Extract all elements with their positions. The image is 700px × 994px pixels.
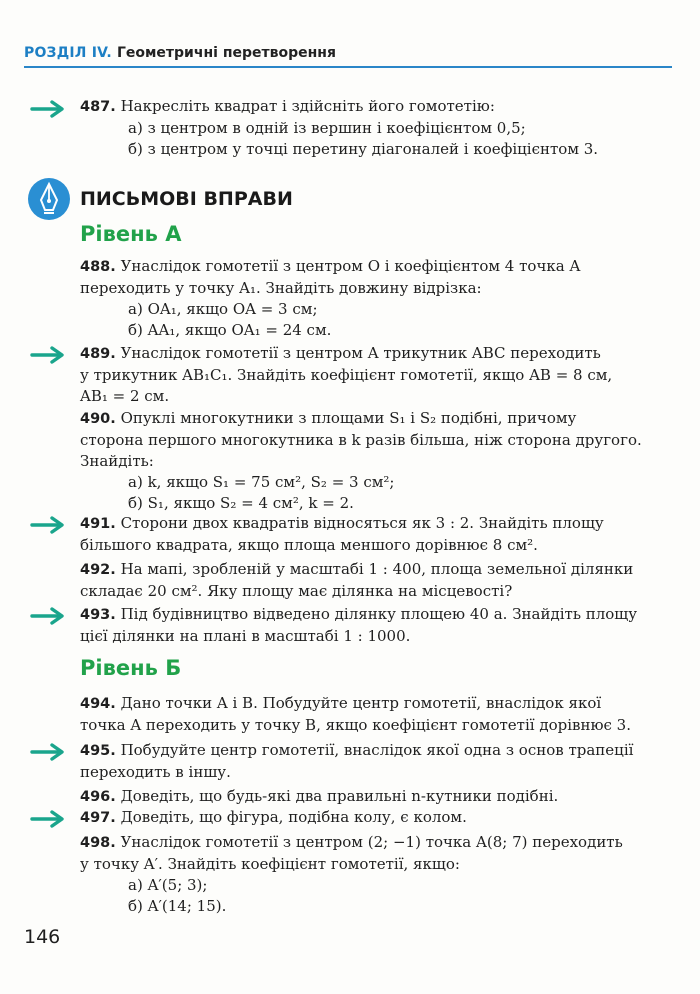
problem-number: 498. — [80, 835, 116, 851]
problem-487 — [80, 96, 672, 160]
arrow-right-icon — [30, 809, 70, 829]
level-a-heading: Рівень А — [80, 222, 182, 246]
problem-text: Доведіть, що будь-які два правильні n-кутники подібні. — [120, 787, 559, 805]
pen-nib-icon — [26, 176, 72, 222]
arrow-right-icon — [30, 345, 70, 365]
problem-text: Унаслідок гомотетії з центром O і коефіцієнтом 4 точка A — [120, 257, 581, 275]
chapter-title: Геометричні перетворення — [116, 45, 336, 61]
problem-number: 493. — [80, 607, 116, 623]
problem-text: Дано точки A і B. Побудуйте центр гомотетії, внаслідок якої — [120, 694, 602, 712]
problem-text: цієї ділянки на плані в масштабі 1 : 1000. — [80, 627, 411, 645]
problem-488 — [80, 256, 672, 341]
problem-number: 495. — [80, 743, 116, 759]
problem-495 — [80, 740, 672, 783]
problem-490 — [80, 408, 672, 514]
problem-text: точка A переходить у точку B, якщо коефіцієнт гомотетії дорівнює 3. — [80, 716, 631, 734]
problem-491 — [80, 513, 672, 556]
problem-text: у трикутник AB₁C₁. Знайдіть коефіцієнт гомотетії, якщо AB = 8 см, — [80, 366, 613, 384]
problem-497 — [80, 807, 672, 829]
level-b-heading: Рівень Б — [80, 656, 182, 680]
problem-subitem: а) з центром в одній із вершин і коефіцієнтом 0,5; — [128, 119, 526, 137]
arrow-right-icon — [30, 606, 70, 626]
problem-text: AB₁ = 2 см. — [80, 387, 170, 405]
problem-text: Під будівництво відведено ділянку площею 40 а. Знайдіть площу — [120, 605, 638, 623]
problem-496 — [80, 786, 672, 808]
problem-text: Сторони двох квадратів відносяться як 3 : 2. Знайдіть площу — [120, 514, 604, 532]
problem-text: більшого квадрата, якщо площа меншого дорівнює 8 см². — [80, 536, 538, 554]
problem-text: переходить в іншу. — [80, 763, 231, 781]
problem-subitem: б) A′(14; 15). — [128, 897, 227, 915]
problem-number: 496. — [80, 789, 116, 805]
problem-text: Побудуйте центр гомотетії, внаслідок якої одна з основ трапеції — [120, 741, 634, 759]
section-label: РОЗДІЛ IV. — [24, 45, 112, 61]
problem-number: 492. — [80, 562, 116, 578]
problem-number: 497. — [80, 810, 116, 826]
problem-text: Унаслідок гомотетії з центром A трикутник ABC переходить — [120, 344, 601, 362]
arrow-right-icon — [30, 742, 70, 762]
problem-text: переходить у точку A₁. Знайдіть довжину відрізка: — [80, 279, 482, 297]
problem-text: На мапі, зробленій у масштабі 1 : 400, площа земельної ділянки — [120, 560, 634, 578]
problem-subitem: б) з центром у точці перетину діагоналей і коефіцієнтом 3. — [128, 140, 599, 158]
problem-text: Опуклі многокутники з площами S₁ і S₂ подібні, причому — [120, 409, 577, 427]
problem-text: Доведіть, що фігура, подібна колу, є колом. — [120, 808, 467, 826]
problem-text: Унаслідок гомотетії з центром (2; −1) точка A(8; 7) переходить — [120, 833, 623, 851]
problem-494 — [80, 693, 672, 736]
problem-text: сторона першого многокутника в k разів більша, ніж сторона другого. — [80, 431, 642, 449]
problem-492 — [80, 559, 672, 602]
problem-number: 488. — [80, 259, 116, 275]
problem-subitem: а) A′(5; 3); — [128, 876, 208, 894]
arrow-right-icon — [30, 99, 70, 119]
problem-text: складає 20 см². Яку площу має ділянка на місцевості? — [80, 582, 513, 600]
problem-text: у точку A′. Знайдіть коефіцієнт гомотетії, якщо: — [80, 855, 460, 873]
problem-number: 494. — [80, 696, 116, 712]
page-header — [24, 42, 672, 68]
problem-subitem: б) S₁, якщо S₂ = 4 см², k = 2. — [128, 494, 354, 512]
problem-subitem: б) AA₁, якщо OA₁ = 24 см. — [128, 321, 332, 339]
problem-number: 490. — [80, 411, 116, 427]
problem-number: 491. — [80, 516, 116, 532]
problem-498 — [80, 832, 672, 917]
page-number: 146 — [24, 926, 61, 948]
problem-text: Накресліть квадрат і здійсніть його гомотетію: — [120, 97, 495, 115]
problem-493 — [80, 604, 672, 647]
problem-subitem: а) k, якщо S₁ = 75 см², S₂ = 3 см²; — [128, 473, 395, 491]
problem-number: 487. — [80, 99, 116, 115]
problem-number: 489. — [80, 346, 116, 362]
problem-text: Знайдіть: — [80, 452, 154, 470]
problem-subitem: а) OA₁, якщо OA = 3 см; — [128, 300, 318, 318]
problem-489 — [80, 343, 672, 407]
arrow-right-icon — [30, 515, 70, 535]
section-title: ПИСЬМОВІ ВПРАВИ — [80, 188, 293, 210]
